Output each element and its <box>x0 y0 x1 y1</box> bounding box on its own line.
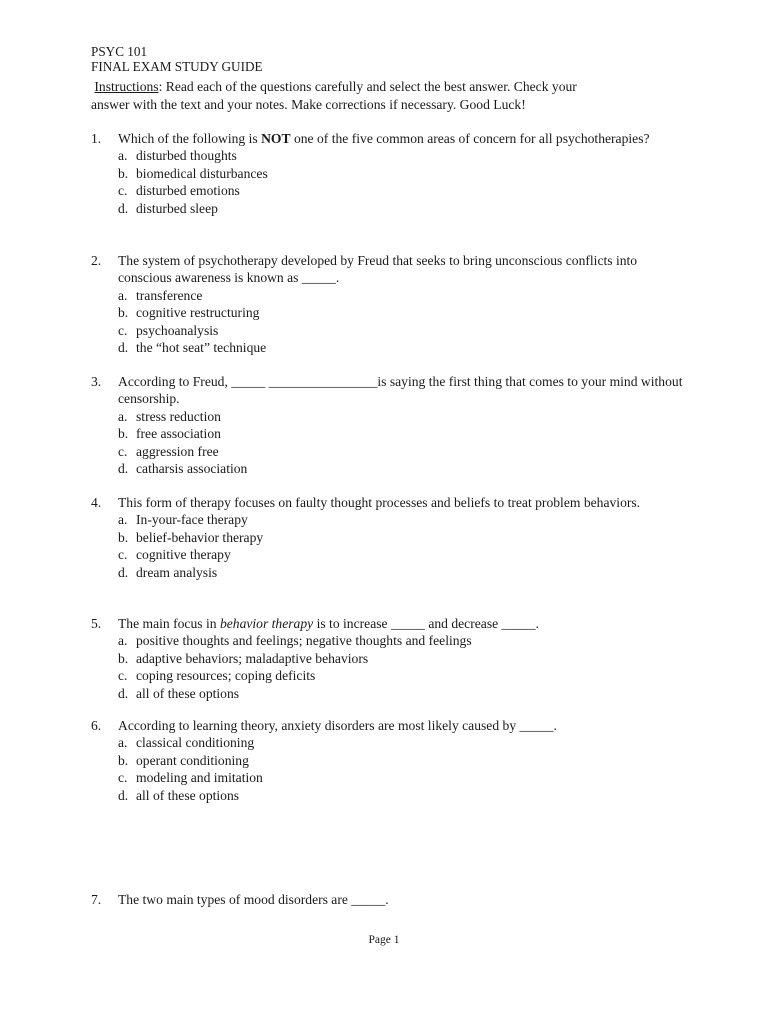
answer-option[interactable]: b. operant conditioning <box>118 752 249 768</box>
answer-options <box>118 287 691 357</box>
answer-options <box>118 408 691 478</box>
instructions-label: Instructions <box>94 79 159 94</box>
question-number: 7. <box>91 892 102 907</box>
answer-options <box>118 734 691 804</box>
question-4 <box>91 494 691 581</box>
question-text: The main focus in behavior therapy is to increase _____ and decrease _____. <box>118 616 539 631</box>
answer-options <box>118 632 691 702</box>
answer-option[interactable]: b. free association <box>118 426 221 442</box>
question-number: 3. <box>91 374 102 389</box>
question-emphasis: behavior therapy <box>219 616 314 631</box>
question-text: The system of psychotherapy developed by Freud that seeks to bring unconscious conflicts into conscious awareness is known as _____. <box>118 253 638 286</box>
question-text: According to Freud, _____ ________________is saying the first thing that comes to your mind without censorship. <box>118 374 683 407</box>
answer-option[interactable]: a. transference <box>118 287 203 303</box>
answer-option[interactable]: c. coping resources; coping deficits <box>118 668 316 684</box>
question-number: 2. <box>91 253 102 268</box>
question-7 <box>91 891 691 908</box>
answer-option[interactable]: c. psychoanalysis <box>118 322 219 338</box>
question-2 <box>91 252 691 356</box>
instructions-text-line2: answer with the text and your notes. Make corrections if necessary. Good Luck! <box>91 96 526 112</box>
question-number: 5. <box>91 616 102 631</box>
question-number: 4. <box>91 495 102 510</box>
answer-option[interactable]: a. stress reduction <box>118 408 221 424</box>
question-text: This form of therapy focuses on faulty thought processes and beliefs to treat problem behaviors. <box>118 495 641 510</box>
document-title: FINAL EXAM STUDY GUIDE <box>91 58 263 74</box>
answer-option[interactable]: d. disturbed sleep <box>118 200 218 216</box>
answer-option[interactable]: d. all of these options <box>118 685 240 701</box>
answer-option[interactable]: b. adaptive behaviors; maladaptive behaviors <box>118 650 369 666</box>
answer-option[interactable]: d. all of these options <box>118 787 240 803</box>
answer-option[interactable]: c. aggression free <box>118 443 219 459</box>
instructions-block <box>91 78 691 113</box>
answer-options <box>118 511 691 581</box>
question-5 <box>91 615 691 702</box>
question-text: Which of the following is NOT one of the five common areas of concern for all psychotherapies? <box>118 131 650 146</box>
page-number: Page 1 <box>368 934 400 946</box>
question-number: 6. <box>91 718 102 733</box>
answer-option[interactable]: a. disturbed thoughts <box>118 148 237 164</box>
answer-option[interactable]: a. positive thoughts and feelings; negative thoughts and feelings <box>118 633 472 649</box>
question-text: According to learning theory, anxiety disorders are most likely caused by _____. <box>118 718 557 733</box>
question-6 <box>91 717 691 804</box>
course-code: PSYC 101 <box>91 44 148 59</box>
answer-option[interactable]: d. the “hot seat” technique <box>118 340 267 356</box>
answer-option[interactable]: c. disturbed emotions <box>118 183 240 199</box>
answer-option[interactable]: a. classical conditioning <box>118 735 255 751</box>
answer-option[interactable]: b. belief-behavior therapy <box>118 529 264 545</box>
answer-option[interactable]: c. cognitive therapy <box>118 547 231 563</box>
question-emphasis: NOT <box>261 131 291 146</box>
answer-option[interactable]: d. catharsis association <box>118 461 248 477</box>
question-3 <box>91 373 691 477</box>
answer-option[interactable]: a. In-your-face therapy <box>118 512 248 528</box>
answer-option[interactable]: d. dream analysis <box>118 564 218 580</box>
document-header <box>91 45 263 74</box>
answer-option[interactable]: c. modeling and imitation <box>118 770 263 786</box>
answer-option[interactable]: b. cognitive restructuring <box>118 305 260 321</box>
question-text: The two main types of mood disorders are _____. <box>118 892 389 907</box>
question-number: 1. <box>91 131 102 146</box>
instructions-text-line1: : Read each of the questions carefully and select the best answer. Check your <box>158 79 577 94</box>
question-1 <box>91 130 691 217</box>
answer-options <box>118 147 691 217</box>
answer-option[interactable]: b. biomedical disturbances <box>118 165 268 181</box>
